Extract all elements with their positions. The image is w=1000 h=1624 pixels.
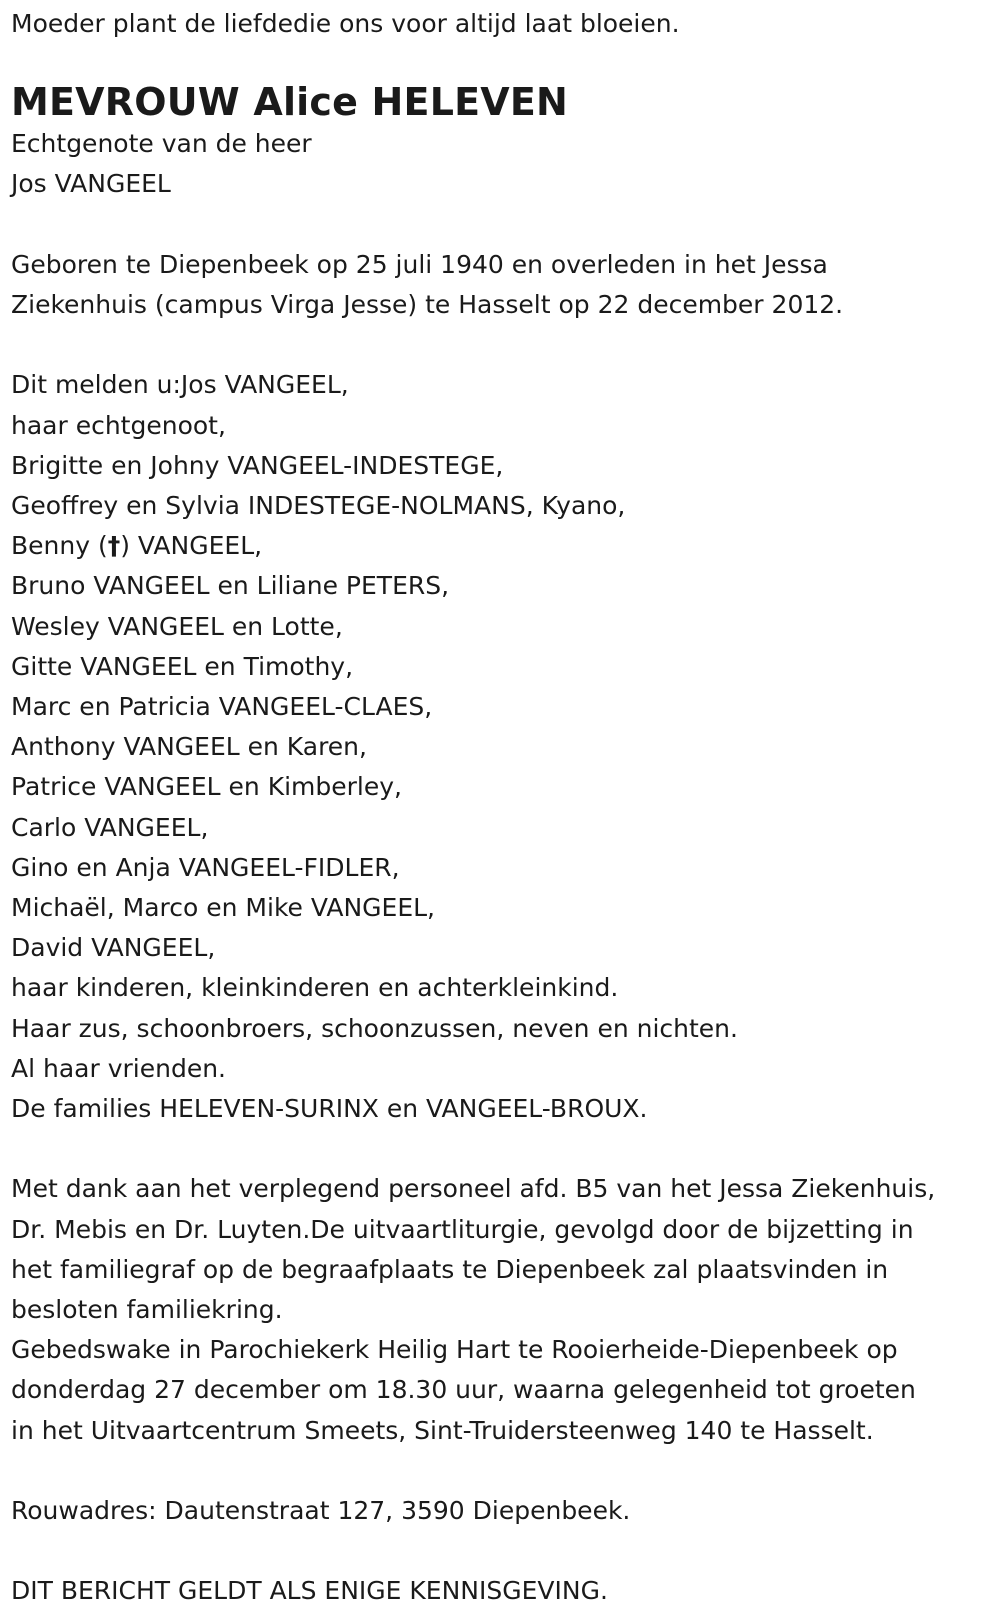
announcer-line: Wesley VANGEEL en Lotte,	[11, 611, 343, 641]
spacer	[11, 1129, 990, 1169]
announcer-line: Anthony VANGEEL en Karen,	[11, 732, 367, 762]
spacer	[11, 325, 990, 365]
birth-death-line: Ziekenhuis (campus Virga Jesse) te Hasselt op 22 december 2012.	[11, 290, 844, 319]
thanks-line: donderdag 27 december om 18.30 uur, waarna gelegenheid tot groeten	[11, 1375, 916, 1405]
thanks-line: besloten familiekring.	[11, 1295, 283, 1325]
announcer-line: Patrice VANGEEL en Kimberley,	[11, 772, 402, 802]
thanks-line: in het Uitvaartcentrum Smeets, Sint-Truidersteenweg 140 te Hasselt.	[11, 1415, 874, 1445]
thanks-line: het familiegraf op de begraafplaats te Diepenbeek zal plaatsvinden in	[11, 1254, 889, 1284]
thanks-line: Met dank aan het verplegend personeel afd. B5 van het Jessa Ziekenhuis,	[11, 1174, 936, 1204]
spacer	[11, 1531, 990, 1571]
announcer-line: Al haar vrienden.	[11, 1053, 226, 1083]
motto: Moeder plant de liefdedie ons voor altijd laat bloeien.	[11, 9, 680, 38]
spouse-block	[11, 124, 990, 204]
spacer	[11, 205, 990, 245]
spacer	[11, 1451, 990, 1491]
cross-icon: †	[107, 531, 121, 561]
announcer-line: Gitte VANGEEL en Timothy,	[11, 651, 354, 681]
birth-death-block	[11, 245, 990, 325]
announcer-line: Brigitte en Johny VANGEEL-INDESTEGE,	[11, 450, 504, 480]
thanks-block	[11, 1169, 990, 1450]
announcer-line: haar echtgenoot,	[11, 410, 226, 440]
announcer-line: Bruno VANGEEL en Liliane PETERS,	[11, 571, 450, 601]
announcer-line: De families HELEVEN-SURINX en VANGEEL-BROUX.	[11, 1094, 648, 1124]
announcer-line: Dit melden u:Jos VANGEEL,	[11, 370, 349, 400]
notice: DIT BERICHT GELDT ALS ENIGE KENNISGEVING.	[11, 1576, 608, 1606]
spouse-line: Echtgenote van de heer	[11, 129, 312, 159]
announcer-line: Gino en Anja VANGEEL-FIDLER,	[11, 852, 400, 882]
benny-suffix: ) VANGEEL,	[120, 531, 263, 561]
announcers-block	[11, 365, 990, 1129]
birth-death-line: Geboren te Diepenbeek op 25 juli 1940 en overleden in het Jessa	[11, 249, 828, 279]
announcer-line: Marc en Patricia VANGEEL-CLAES,	[11, 692, 433, 722]
spacer	[11, 44, 990, 80]
thanks-line: Dr. Mebis en Dr. Luyten.De uitvaartliturgie, gevolgd door de bijzetting in	[11, 1214, 914, 1244]
announcer-line: Geoffrey en Sylvia INDESTEGE-NOLMANS, Kyano,	[11, 491, 626, 520]
announcer-line-benny	[11, 526, 990, 566]
announcer-line: Haar zus, schoonbroers, schoonzussen, neven en nichten.	[11, 1013, 738, 1043]
announcer-line: haar kinderen, kleinkinderen en achterkleinkind.	[11, 973, 619, 1003]
thanks-line: Gebedswake in Parochiekerk Heilig Hart te Rooierheide-Diepenbeek op	[11, 1335, 898, 1365]
announcer-line: David VANGEEL,	[11, 933, 216, 963]
spouse-name: Jos VANGEEL	[11, 169, 171, 199]
announcer-line: Michaël, Marco en Mike VANGEEL,	[11, 893, 435, 923]
mourning-address: Rouwadres: Dautenstraat 127, 3590 Diepenbeek.	[11, 1496, 631, 1526]
announcer-line: Carlo VANGEEL,	[11, 812, 209, 842]
benny-prefix: Benny (	[11, 531, 108, 561]
deceased-name: MEVROUW Alice HELEVEN	[11, 80, 569, 125]
